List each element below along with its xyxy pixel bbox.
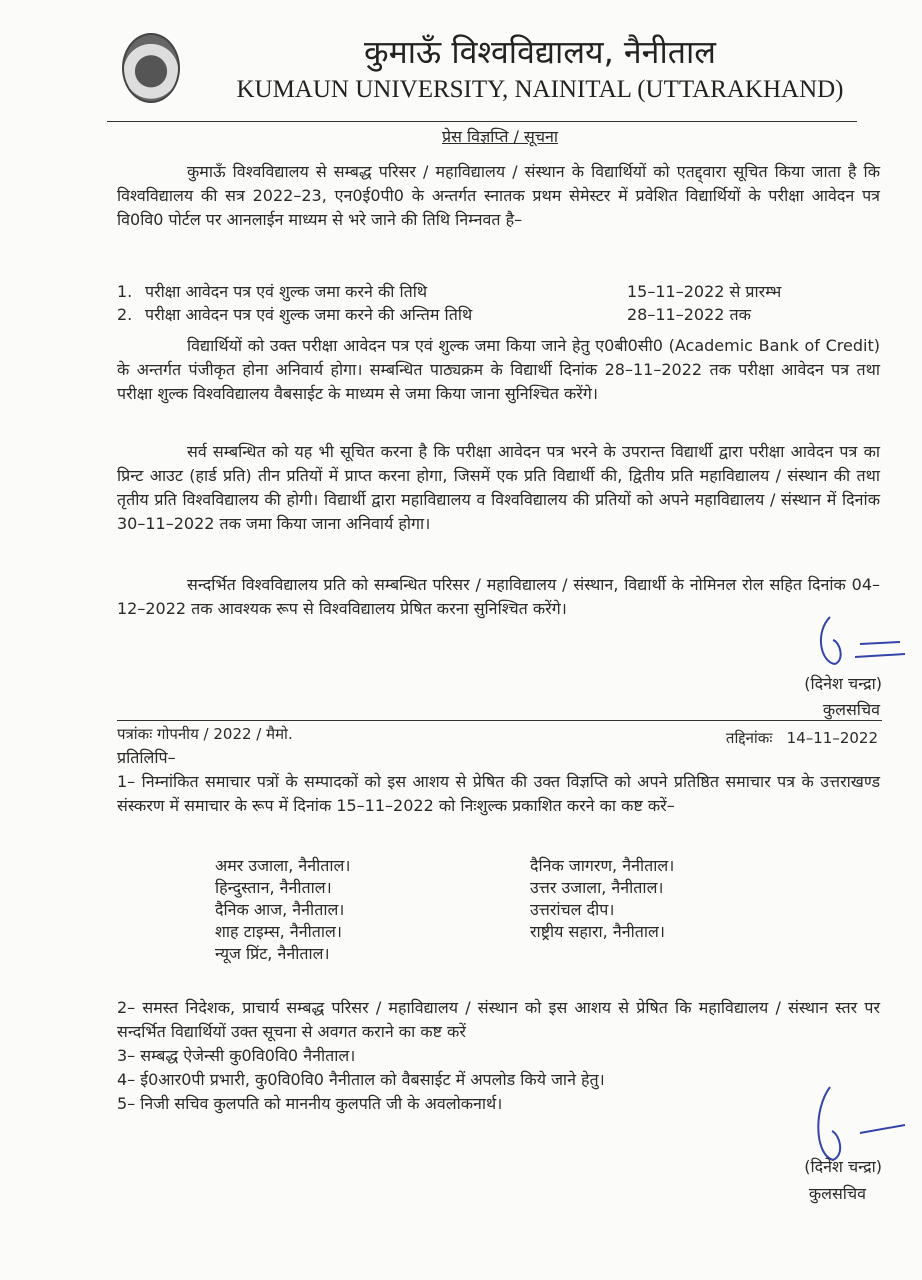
newspaper-column-left [215, 855, 460, 965]
newspaper: दैनिक जागरण, नैनीताल। [530, 856, 675, 875]
notice-heading: प्रेस विज्ञप्ति / सूचना [441, 127, 559, 146]
header-divider [107, 121, 857, 122]
university-logo [122, 33, 180, 103]
newspaper: हिन्दुस्तान, नैनीताल। [215, 878, 332, 897]
schedule-item [117, 303, 880, 326]
schedule-value: 28–11–2022 तक [627, 305, 751, 324]
newspaper: न्यूज प्रिंट, नैनीताल। [215, 944, 330, 963]
copy-heading: प्रतिलिपि– [117, 748, 176, 767]
newspaper: राष्ट्रीय सहारा, नैनीताल। [530, 922, 665, 941]
signature-1 [805, 612, 915, 672]
copy-item-3: 3– सम्बद्ध ऐजेन्सी कु0वि0वि0 नैनीताल। [117, 1046, 356, 1065]
signatory-title: कुलसचिव [822, 700, 880, 719]
copy-item-4: 4– ई0आर0पी प्रभारी, कु0वि0वि0 नैनीताल को वैबसाईट में अपलोड किये जाने हेतु। [117, 1070, 605, 1089]
notice-paragraph-1: कुमाऊँ विश्वविद्यालय से सम्बद्ध परिसर / महाविद्यालय / संस्थान के विद्यार्थियों को एतद्द्वारा सूचित किया जाता है कि विश्वविद्यालय की सत्र 2022–23, एन0ई0पी0 के अन्तर्गत स्नातक प्रथम सेमेस्टर में प्रवेशित विद्यार्थियों के परीक्षा आवेदन पत्र वि0वि0 पोर्टल पर आनलाईन माध्यम से भरे जाने की तिथि निम्नवत है– [117, 162, 880, 229]
schedule-item [117, 280, 880, 303]
schedule-list [117, 280, 880, 326]
newspaper-column-right [530, 855, 674, 965]
newspaper-list [215, 855, 674, 965]
copy-item-5: 5– निजी सचिव कुलपति को माननीय कुलपति जी के अवलोकनार्थ। [117, 1094, 503, 1113]
schedule-value: 15–11–2022 से प्रारम्भ [627, 282, 782, 301]
notice-paragraph-3: सर्व सम्बन्धित को यह भी सूचित करना है कि परीक्षा आवेदन पत्र भरने के उपरान्त विद्यार्थी द्वारा परीक्षा आवेदन पत्र का प्रिन्ट आउट (हार्ड प्रति) तीन प्रतियों में प्राप्त करना होगा, जिसमें एक प्रति विद्यार्थी की, द्वितीय प्रति महाविद्यालय / संस्थान की तथा तृतीय प्रति विश्वविद्यालय की होगी। विद्यार्थी द्वारा महाविद्यालय व विश्वविद्यालय की प्रतियों को अपने महाविद्यालय / संस्थान में दिनांक 30–11–2022 तक जमा किया जाना अनिवार्य होगा। [117, 442, 880, 533]
newspaper: अमर उजाला, नैनीताल। [215, 856, 351, 875]
newspaper: उत्तरांचल दीप। [530, 900, 615, 919]
schedule-label: परीक्षा आवेदन पत्र एवं शुल्क जमा करने की अन्तिम तिथि [145, 305, 473, 324]
section-divider [117, 720, 882, 721]
notice-paragraph-4: सन्दर्भित विश्वविद्यालय प्रति को सम्बन्धित परिसर / महाविद्यालय / संस्थान, विद्यार्थी के नोमिनल रोल सहित दिनांक 04–12–2022 तक आवश्यक रूप से विश्वविद्यालय प्रेषित करना सुनिश्चित करेंगे। [117, 575, 880, 618]
university-title-hindi: कुमाऊँ विश्वविद्यालय, नैनीताल [364, 33, 716, 71]
schedule-num: 1. [117, 282, 133, 301]
schedule-label: परीक्षा आवेदन पत्र एवं शुल्क जमा करने की तिथि [145, 282, 428, 301]
newspaper: उत्तर उजाला, नैनीताल। [530, 878, 664, 897]
signatory-name: (दिनेश चन्द्रा) [804, 674, 882, 693]
signatory-name-2: (दिनेश चन्द्रा) [804, 1157, 882, 1176]
newspaper: दैनिक आज, नैनीताल। [215, 900, 345, 919]
newspaper: शाह टाइम्स, नैनीताल। [215, 922, 342, 941]
university-title-english: KUMAUN UNIVERSITY, NAINITAL (UTTARAKHAND) [236, 76, 844, 103]
reference-date: तद्दिनांकः 14–11–2022 [725, 729, 878, 747]
signatory-title-2: कुलसचिव [808, 1184, 866, 1203]
copy-item-2: 2– समस्त निदेशक, प्राचार्य सम्बद्ध परिसर / महाविद्यालय / संस्थान को इस आशय से प्रेषित कि महाविद्यालय / संस्थान स्तर पर सन्दर्भित विद्यार्थियों उक्त सूचना से अवगत कराने का कष्ट करें [117, 998, 880, 1041]
notice-paragraph-2: विद्यार्थियों को उक्त परीक्षा आवेदन पत्र एवं शुल्क जमा किया जाने हेतु ए0बी0सी0 (Academic Bank of Credit) के अन्तर्गत पंजीकृत होना अनिवार्य होगा। सम्बन्धित पाठ्यक्रम के विद्यार्थी दिनांक 28–11–2022 तक परीक्षा आवेदन पत्र तथा परीक्षा शुल्क विश्वविद्यालय वैबसाईट के माध्यम से जमा किया जाना सुनिश्चित करेंगे। [117, 336, 880, 403]
reference-number: पत्रांकः गोपनीय / 2022 / मैमो. [117, 725, 293, 743]
schedule-num: 2. [117, 305, 133, 324]
copy-item-1: 1– निम्नांकित समाचार पत्रों के सम्पादकों को इस आशय से प्रेषित की उक्त विज्ञप्ति को अपने प्रतिष्ठित समाचार पत्र के उत्तराखण्ड संस्करण में समाचार के रूप में दिनांक 15–11–2022 को निःशुल्क प्रकाशित करने का कष्ट करें– [117, 772, 880, 815]
